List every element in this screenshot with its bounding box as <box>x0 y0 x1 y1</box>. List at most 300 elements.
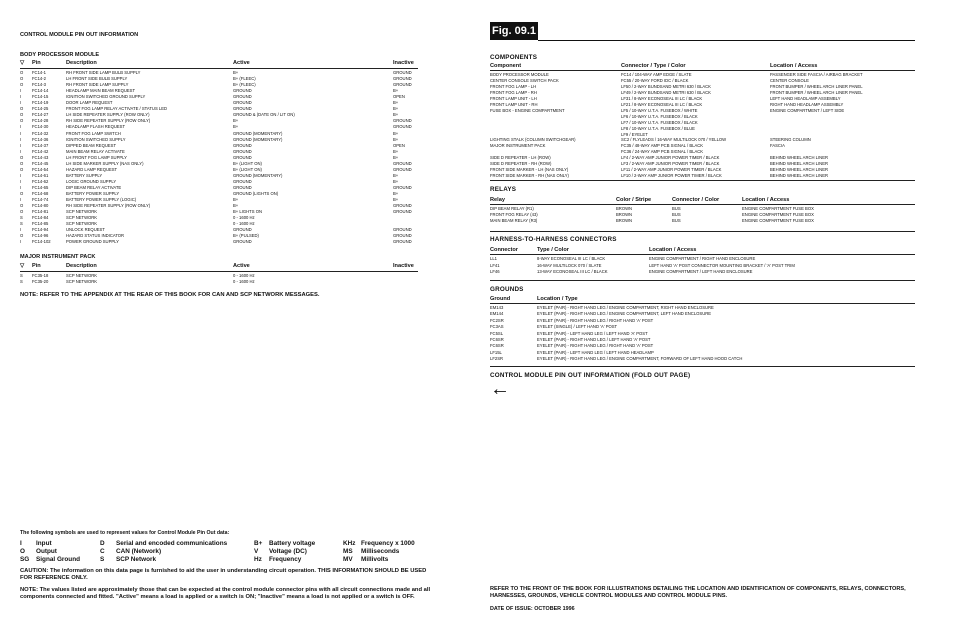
cell-g: LF2SR <box>490 356 504 362</box>
cell-pin: FC14-36 <box>32 136 49 142</box>
cell-loc: EYELET (PAIR) - RIGHT HAND LEG / ENGINE COMPARTMENT, RIGHT HAND ENCLOSURE <box>537 305 714 310</box>
cell-desc: RH FRONT SIDE LAMP BULB SUPPLY <box>66 70 141 75</box>
cell-inactive: B+ <box>393 88 399 94</box>
cell-loc: LEFT HAND 'A' POST CONNECTOR MOUNTING BRACKET / 'A' POST TRIM <box>649 262 795 268</box>
cell-g: FC6SR <box>490 343 504 349</box>
cell-t: O <box>20 82 24 88</box>
legend-symbol: S <box>100 556 105 563</box>
cell-desc: IGNITION SWITCHED SUPPLY <box>66 136 126 142</box>
cell-pin: FC14-94 <box>32 227 49 233</box>
cell-active: GROUND (MOMENTARY) <box>233 172 283 178</box>
legend-meaning: Serial and encoded communications <box>116 540 228 547</box>
cell-type: 16-WAY MULTILOCK 070 / SLATE <box>537 262 602 268</box>
cell-active: B+ <box>233 197 239 203</box>
cell-active: B+ (PULSED) <box>233 233 259 239</box>
values-note: NOTE: The values listed are approximately those that can be expected at the control module connector pins with all circuit connections made and all components connected and fitted. "Active" means a load is applied or a switch is ON; "Inactive" means a load is not applied or a switch is OFF. <box>20 587 431 601</box>
cell-inactive: GROUND <box>393 76 412 82</box>
cell-inactive: GROUND <box>393 166 412 172</box>
cell-active: GROUND <box>233 227 252 233</box>
col-location: Location / Type <box>537 296 578 302</box>
cell-loc: BEHIND WHEEL ARCH LINER <box>770 173 829 179</box>
cell-g: EM143 <box>490 305 504 310</box>
cell-pin: FC14-81 <box>32 209 49 215</box>
legend-meaning: Battery voltage <box>269 540 316 547</box>
cell-pin: FC14-54 <box>32 166 49 172</box>
divider <box>20 68 418 69</box>
harness-title: HARNESS-TO-HARNESS CONNECTORS <box>490 236 617 243</box>
col-description: Description <box>66 263 97 269</box>
cell-active: B+ <box>233 124 239 130</box>
col-ground: Ground <box>490 296 511 302</box>
cell-pin: FC14-65 <box>32 184 49 190</box>
cell-loc: EYELET (PAIR) - RIGHT HAND LEG / LEFT HAND 'A' POST <box>537 337 651 342</box>
cell-pin: FC14-27 <box>32 112 49 118</box>
legend-symbol: I <box>20 540 22 547</box>
components-title: COMPONENTS <box>490 54 538 61</box>
cell-conn: FC14 / 104-WAY AMP EDGE / SLATE <box>621 72 692 77</box>
cell-active: GROUND & (DATE ON / LIT ON) <box>233 112 295 118</box>
cell-loc: EYELET (SINGLE) / LEFT HAND 'A' POST <box>537 324 618 330</box>
cell-t: S <box>20 215 23 221</box>
cell-desc: FRONT FOG LAMP SWITCH <box>66 130 121 136</box>
cell-conn: LF7 / 10-WAY U.T.A. FUSEBOX / BLACK <box>621 119 698 125</box>
cell-t: I <box>20 136 22 142</box>
cell-t: O <box>20 209 24 215</box>
cell-loc: STEERING COLUMN <box>770 137 811 143</box>
col-location: Location / Access <box>742 197 790 203</box>
bpm-title: BODY PROCESSOR MODULE <box>20 52 100 58</box>
cell-active: B+ (LIGHT ON) <box>233 166 262 172</box>
cell-g: FC5SL <box>490 330 504 336</box>
cell-desc: HEADLAMP MAIN BEAM REQUEST <box>66 88 136 94</box>
cell-loc: EYELET (PAIR) - RIGHT HAND LEG / ENGINE COMPARTMENT, FORWARD OF LEFT HAND HOOD CATCH <box>537 356 743 362</box>
cell-t: S <box>20 273 23 278</box>
cell-comp: FRONT SIDE MARKER - LH (NAS ONLY) <box>490 167 569 173</box>
cell-pin: FC14-28 <box>32 118 49 124</box>
cell-relay: MAIN BEAM RELAY (R3) <box>490 218 538 223</box>
cell-conn: LF21 / 8-WAY ECONOSEAL III LC / BLACK <box>621 101 703 107</box>
cell-comp: FRONT SIDE MARKER - RH (NAS ONLY) <box>490 173 569 179</box>
cell-comp: FRONT FOG LAMP - LH <box>490 83 537 89</box>
col-active: Active <box>233 263 250 269</box>
cell-conn: LF10 / 2-WAY AMP JUNIOR POWER TIMER / BLACK <box>621 173 722 179</box>
cell-loc: CENTER CONSOLE <box>770 77 809 83</box>
divider <box>538 40 915 41</box>
cell-inactive: B+ <box>393 148 399 154</box>
cell-desc: LH FRONT FOG LAMP SUPPLY <box>66 154 127 160</box>
cell-conn: FC35 / 48-WAY AMP PCB SIGNAL / BLACK <box>621 143 704 149</box>
cell-pin: FC14-85 <box>32 221 49 227</box>
cell-inactive: B+ <box>393 178 399 184</box>
cell-relay: DIP BEAM RELAY (R1) <box>490 206 534 211</box>
legend-symbol: V <box>254 548 259 555</box>
cell-comp: FRONT LAMP UNIT - RH <box>490 101 538 107</box>
cell-t: I <box>20 94 22 100</box>
cell-active: GROUND <box>233 178 252 184</box>
cell-loc: LEFT HAND HEADLAMP ASSEMBLY <box>770 95 841 101</box>
cell-pin: FC14-37 <box>32 142 49 148</box>
cell-desc: HEADLAMP FLASH REQUEST <box>66 124 126 130</box>
divider <box>490 303 915 304</box>
cell-pin: FC14-96 <box>32 233 49 239</box>
cell-inactive: GROUND <box>393 184 412 190</box>
cell-loc: ENGINE COMPARTMENT FUSE BOX <box>742 212 814 217</box>
cell-loc: ENGINE COMPARTMENT FUSE BOX <box>742 218 814 223</box>
cell-conn: LF41 <box>490 262 500 268</box>
cell-desc: UNLOCK REQUEST <box>66 227 105 233</box>
cell-g: FC3AS <box>490 324 504 330</box>
cell-conn: LF5 / 10-WAY U.T.A. FUSEBOX / WHITE <box>621 107 698 113</box>
cell-conn: LF6 / 10-WAY U.T.A. FUSEBOX / BLACK <box>621 113 698 119</box>
cell-loc: ENGINE COMPARTMENT FUSE BOX <box>742 206 814 211</box>
cell-active: B+ <box>233 70 239 75</box>
cell-conn: LF46 <box>490 269 500 274</box>
cell-conn: BUS <box>672 218 681 223</box>
cell-t: O <box>20 118 24 124</box>
legend-symbol: MV <box>343 556 353 563</box>
cell-inactive: GROUND <box>393 118 412 124</box>
legend-meaning: Input <box>36 540 52 547</box>
cell-inactive: B+ <box>393 100 399 106</box>
cell-desc: BATTERY POWER SUPPLY <box>66 191 120 196</box>
cell-loc: RIGHT HAND HEADLAMP ASSEMBLY <box>770 101 844 107</box>
date-of-issue: DATE OF ISSUE: OCTOBER 1996 <box>490 606 575 612</box>
cell-t: O <box>20 70 24 75</box>
cell-t: O <box>20 203 24 209</box>
cell-active: B+ (LIGHT ON) <box>233 160 262 166</box>
network-note: NOTE: REFER TO THE APPENDIX AT THE REAR OF THIS BOOK FOR CAN AND SCP NETWORK MESSAGES. <box>20 292 320 298</box>
cell-inactive: B+ <box>393 130 399 136</box>
cell-active: GROUND <box>233 106 252 112</box>
cell-pin: FC14-102 <box>32 239 51 245</box>
cell-t: I <box>20 148 22 154</box>
cell-desc: HAZARD STATUS INDICATOR <box>66 233 125 239</box>
cell-t: I <box>20 100 22 106</box>
col-connector: Connector / Color <box>672 197 720 203</box>
cell-inactive: B+ <box>393 172 399 178</box>
cell-desc: DIP BEAM RELAY ACTIVATE <box>66 184 122 190</box>
cell-t: S <box>20 279 23 284</box>
cell-color: BROWN <box>616 212 633 217</box>
col-location: Location / Access <box>649 247 697 253</box>
cell-desc: IGNITION SWITCHED GROUND SUPPLY <box>66 94 146 100</box>
cell-loc: EYELET (PAIR) - RIGHT HAND LEG / RIGHT HAND 'A' POST <box>537 343 654 349</box>
cell-inactive: GROUND <box>393 160 412 166</box>
cell-pin: FC14-15 <box>32 94 49 100</box>
col-inactive: Inactive <box>393 263 414 269</box>
cell-active: B+ (FLEEC) <box>233 82 256 88</box>
cell-pin: FC14-32 <box>32 130 49 136</box>
cell-pin: FC14-74 <box>32 197 49 203</box>
cell-active: 0 - 1600 Hz <box>233 273 255 278</box>
cell-pin: FC14-1 <box>32 70 46 75</box>
cell-conn: SC2 / FLYLEADS / 16-WAY MULTILOCK 070 / YELLOW <box>621 137 727 143</box>
cell-inactive: B+ <box>393 197 399 203</box>
cell-inactive: GROUND <box>393 209 412 215</box>
cell-comp: BODY PROCESSOR MODULE <box>490 72 549 77</box>
cell-active: GROUND <box>233 142 252 148</box>
cell-desc: RH SIDE REPEATER SUPPLY (ROW ONLY) <box>66 118 151 124</box>
mip-title: MAJOR INSTRUMENT PACK <box>20 254 96 260</box>
cell-t: I <box>20 142 22 148</box>
cell-conn: LF3 / 2-WAY AMP JUNIOR POWER TIMER / BLACK <box>621 161 720 167</box>
cell-inactive: GROUND <box>393 82 412 88</box>
cell-desc: LOGIC GROUND SUPPLY <box>66 178 117 184</box>
cell-comp: FRONT LAMP UNIT - LH <box>490 95 537 101</box>
legend-symbol: C <box>100 548 105 555</box>
cell-inactive: OPEN <box>393 94 405 100</box>
col-connector: Connector / Type / Color <box>621 63 686 69</box>
cell-conn: FC55 / 20-WAY FORD IDC / BLACK <box>621 77 689 83</box>
divider <box>490 254 915 255</box>
cell-desc: SCP NETWORK <box>66 215 98 221</box>
col-inactive: Inactive <box>393 60 414 66</box>
symbol-icon: ▽ <box>20 263 25 269</box>
cell-desc: SCP NETWORK <box>66 273 98 278</box>
legend-meaning: Milliseconds <box>361 548 400 555</box>
cell-desc: DIPPED BEAM REQUEST <box>66 142 117 148</box>
cell-t: I <box>20 197 22 203</box>
cell-inactive: B+ <box>393 106 399 112</box>
cell-conn: LF49 / 2-WAY BUNDSAND METRI 630 / BLACK <box>621 89 711 95</box>
cell-inactive: GROUND <box>393 233 412 239</box>
cell-desc: FRONT FOG LAMP RELAY ACTIVATE / STATUS LED <box>66 106 168 112</box>
cell-color: BROWN <box>616 206 633 211</box>
cell-desc: RH SIDE REPEATER SUPPLY (ROW ONLY) <box>66 203 151 209</box>
foldout-title: CONTROL MODULE PIN OUT INFORMATION (FOLD OUT PAGE) <box>490 372 691 379</box>
cell-pin: FC35-18 <box>32 273 49 278</box>
cell-active: B+ <box>233 203 239 209</box>
cell-pin: FC14-14 <box>32 88 49 94</box>
cell-desc: POWER GROUND SUPPLY <box>66 239 119 245</box>
cell-pin: FC14-45 <box>32 160 49 166</box>
cell-active: GROUND (MOMENTARY) <box>233 136 283 142</box>
cell-t: S <box>20 221 23 227</box>
legend-meaning: SCP Network <box>116 556 157 563</box>
cell-relay: FRONT FOG RELAY (43) <box>490 212 538 217</box>
cell-active: GROUND <box>233 100 252 106</box>
cell-t: I <box>20 239 22 245</box>
cell-loc: ENGINE COMPARTMENT / LEFT HAND ENCLOSURE <box>649 269 753 274</box>
legend-meaning: Voltage (DC) <box>269 548 307 555</box>
cell-g: EM144 <box>490 311 504 317</box>
cell-inactive: OPEN <box>393 142 405 148</box>
legend-meaning: Millivolts <box>361 556 389 563</box>
cell-desc: MAIN BEAM RELAY ACTIVATE <box>66 148 125 154</box>
cell-pin: FC14-43 <box>32 154 49 160</box>
cell-inactive: B+ <box>393 191 399 196</box>
cell-active: GROUND <box>233 148 252 154</box>
cell-conn: LF11 / 2-WAY AMP JUNIOR POWER TIMER / BLACK <box>621 167 722 173</box>
cell-g: LF15L <box>490 349 502 355</box>
cell-loc: FRONT BUMPER / WHEEL ARCH LINER PANEL <box>770 83 863 89</box>
col-pin: Pin <box>32 263 41 269</box>
relays-title: RELAYS <box>490 186 517 193</box>
col-active: Active <box>233 60 250 66</box>
legend-meaning: Signal Ground <box>36 556 81 563</box>
cell-pin: FC14-61 <box>32 172 49 178</box>
figure-badge: Fig. 09.1 <box>490 22 538 40</box>
cell-comp: SIDE D REPEATER - LH (ROW) <box>490 155 551 161</box>
cell-active: GROUND <box>233 154 252 160</box>
divider <box>20 271 418 272</box>
cell-t: I <box>20 184 22 190</box>
cell-pin: FC14-42 <box>32 148 49 154</box>
cell-inactive: B+ <box>393 112 399 118</box>
cell-type: 13-WAY ECONOSEAL III LC / BLACK <box>537 269 608 274</box>
cell-conn: LF8 / 10-WAY U.T.A. FUSEBOX / BLUE <box>621 125 695 131</box>
cell-loc: BEHIND WHEEL ARCH LINER <box>770 161 829 167</box>
cell-loc: EYELET (PAIR) - RIGHT HAND LEG / ENGINE COMPARTMENT, LEFT HAND ENCLOSURE <box>537 311 712 317</box>
cell-loc: ENGINE COMPARTMENT / LEFT SIDE <box>770 107 845 113</box>
cell-loc: PASSENGER SIDE FASCIA / AIRBAG BRACKET <box>770 72 863 77</box>
cell-type: 8-WAY ECONOSEAL III LC / BLACK <box>537 256 606 261</box>
cell-loc: EYELET (PAIR) - RIGHT HAND LEG / RIGHT HAND 'A' POST <box>537 317 654 323</box>
cell-loc: EYELET (PAIR) - LEFT HAND LEG / LEFT HAND 'A' POST <box>537 330 648 336</box>
cell-loc: BEHIND WHEEL ARCH LINER <box>770 167 829 173</box>
col-location: Location / Access <box>770 63 818 69</box>
cell-desc: SCP NETWORK <box>66 221 98 227</box>
col-relay: Relay <box>490 197 505 203</box>
cell-t: O <box>20 233 24 239</box>
cell-pin: FC14-25 <box>32 106 49 112</box>
cell-conn: FC36 / 24-WAY AMP PCB SIGNAL / BLACK <box>621 149 704 155</box>
cell-comp: LIGHTING STALK (COLUMN SWITCHGEAR) <box>490 137 576 143</box>
cell-t: I <box>20 124 22 130</box>
cell-g: FC2SR <box>490 317 504 323</box>
cell-t: O <box>20 76 24 82</box>
cell-loc: FRONT BUMPER / WHEEL ARCH LINER PANEL <box>770 89 863 95</box>
cell-conn: BUS <box>672 206 681 211</box>
legend-symbol: B+ <box>254 540 263 547</box>
cell-active: GROUND (LIGHTS ON) <box>233 191 279 196</box>
cell-g: FC6SR <box>490 337 504 342</box>
cell-active: 0 - 1600 Hz <box>233 215 255 221</box>
cell-conn: LF4 / 2-WAY AMP JUNIOR POWER TIMER / BLACK <box>621 155 720 161</box>
cell-comp: FRONT FOG LAMP - RH <box>490 89 537 95</box>
cell-desc: DOOR LAMP REQUEST <box>66 100 113 106</box>
cell-active: B+ (FLEEC) <box>233 76 256 82</box>
footer-note: REFER TO THE FRONT OF THE BOOK FOR ILLUSTRATIONS DETAILING THE LOCATION AND IDENTIFICATION OF COMPONENTS, RELAYS, CONNECTORS, HARNESSES, GROUNDS, VEHICLE CONTROL MODULES AND CONTROL MODULE PINS. <box>490 586 906 599</box>
cell-t: O <box>20 160 24 166</box>
cell-pin: FC14-2 <box>32 76 46 82</box>
cell-loc: ENGINE COMPARTMENT / RIGHT HAND ENCLOSURE <box>649 256 756 261</box>
cell-inactive: GROUND <box>393 70 412 75</box>
legend-symbol: MS <box>343 548 353 555</box>
legend-meaning: Frequency x 1000 <box>361 540 415 547</box>
cell-desc: SCP NETWORK <box>66 209 98 215</box>
legend-symbol: Hz <box>254 556 262 563</box>
cell-t: I <box>20 130 22 136</box>
legend-symbol: KHz <box>343 540 356 547</box>
cell-comp: FUSE BOX - ENGINE COMPARTMENT <box>490 107 565 113</box>
cell-desc: LH FRONT SIDE BULB SUPPLY <box>66 76 128 82</box>
cell-pin: FC14-3 <box>32 82 46 88</box>
cell-loc: EYELET (PAIR) - LEFT HAND LEG / LEFT HAND HEADLAMP <box>537 349 654 355</box>
col-pin: Pin <box>32 60 41 66</box>
cell-pin: FC14-68 <box>32 191 49 196</box>
cell-t: O <box>20 106 24 112</box>
cell-t: O <box>20 191 24 196</box>
cell-conn: LF50 / 2-WAY BUNDSAND METRI 630 / BLACK <box>621 83 711 89</box>
cell-t: O <box>20 112 24 118</box>
cell-desc: BATTERY POWER SUPPLY (LOGIC) <box>66 197 137 203</box>
cell-inactive: GROUND <box>393 239 412 245</box>
col-description: Description <box>66 60 97 66</box>
col-type: Type / Color <box>537 247 569 253</box>
legend-meaning: Output <box>36 548 57 555</box>
legend-symbol: O <box>20 548 25 555</box>
legend-meaning: CAN (Network) <box>116 548 162 555</box>
caution-text: CAUTION: The information on this data page is furnished to aid the user in understanding circuit operation. THIS INFORMATION SHOULD BE USED FOR REFERENCE ONLY. <box>20 568 427 582</box>
cell-active: GROUND <box>233 94 252 100</box>
cell-desc: HAZARD LAMP REQUEST <box>66 166 118 172</box>
cell-comp: MAJOR INSTRUMENT PACK <box>490 143 546 149</box>
cell-t: I <box>20 227 22 233</box>
cell-pin: FC14-19 <box>32 100 49 106</box>
cell-inactive: B+ <box>393 136 399 142</box>
cell-inactive: GROUND <box>393 124 412 130</box>
divider <box>490 366 915 367</box>
back-arrow-icon[interactable]: ← <box>490 378 510 400</box>
cell-active: GROUND <box>233 88 252 94</box>
cell-t: I <box>20 172 22 178</box>
cell-active: 0 - 1600 Hz <box>233 279 255 284</box>
cell-inactive: B+ <box>393 154 399 160</box>
cell-conn: LF31 / 8-WAY ECONOSEAL III LC / BLACK <box>621 95 703 101</box>
divider <box>490 231 915 232</box>
page-title: CONTROL MODULE PIN OUT INFORMATION <box>20 32 139 38</box>
symbol-icon: ▽ <box>20 60 25 66</box>
cell-pin: FC14-80 <box>32 203 49 209</box>
legend-intro: The following symbols are used to represent values for Control Module Pin Out data: <box>20 530 230 536</box>
cell-active: B+ LIGHTS ON <box>233 209 262 215</box>
legend-symbol: D <box>100 540 105 547</box>
cell-loc: FASCIA <box>770 143 785 149</box>
cell-desc: BATTERY SUPPLY <box>66 172 103 178</box>
divider <box>490 180 915 181</box>
cell-conn: BUS <box>672 212 681 217</box>
cell-t: O <box>20 154 24 160</box>
legend-meaning: Frequency <box>269 556 302 563</box>
cell-active: B+ <box>233 118 239 124</box>
col-connector: Connector <box>490 247 518 253</box>
cell-active: GROUND (MOMENTARY) <box>233 130 283 136</box>
cell-comp: SIDE D REPEATER - RH (ROW) <box>490 161 552 167</box>
cell-active: GROUND <box>233 239 252 245</box>
cell-desc: LH SIDE REPEATER SUPPLY (ROW ONLY) <box>66 112 150 118</box>
cell-pin: FC14-30 <box>32 124 49 130</box>
cell-t: O <box>20 166 24 172</box>
cell-desc: LH SIDE MARKER SUPPLY (NAS ONLY) <box>66 160 144 166</box>
cell-t: I <box>20 178 22 184</box>
divider <box>490 70 915 71</box>
cell-comp: CENTER CONSOLE SWITCH PACK <box>490 77 559 83</box>
cell-active: 0 - 1600 Hz <box>233 221 255 227</box>
cell-conn: LF9 / EYELET <box>621 131 648 137</box>
divider <box>490 204 915 205</box>
cell-color: BROWN <box>616 218 633 223</box>
cell-pin: FC35-20 <box>32 279 49 284</box>
cell-inactive: GROUND <box>393 227 412 233</box>
legend-symbol: SG <box>20 556 30 563</box>
cell-loc: BEHIND WHEEL ARCH LINER <box>770 155 829 161</box>
cell-pin: FC14-62 <box>32 178 49 184</box>
cell-conn: LL1 <box>490 256 497 261</box>
cell-t: I <box>20 88 22 94</box>
cell-desc: RH FRONT SIDE LAMP SUPPLY <box>66 82 129 88</box>
cell-pin: FC14-84 <box>32 215 49 221</box>
